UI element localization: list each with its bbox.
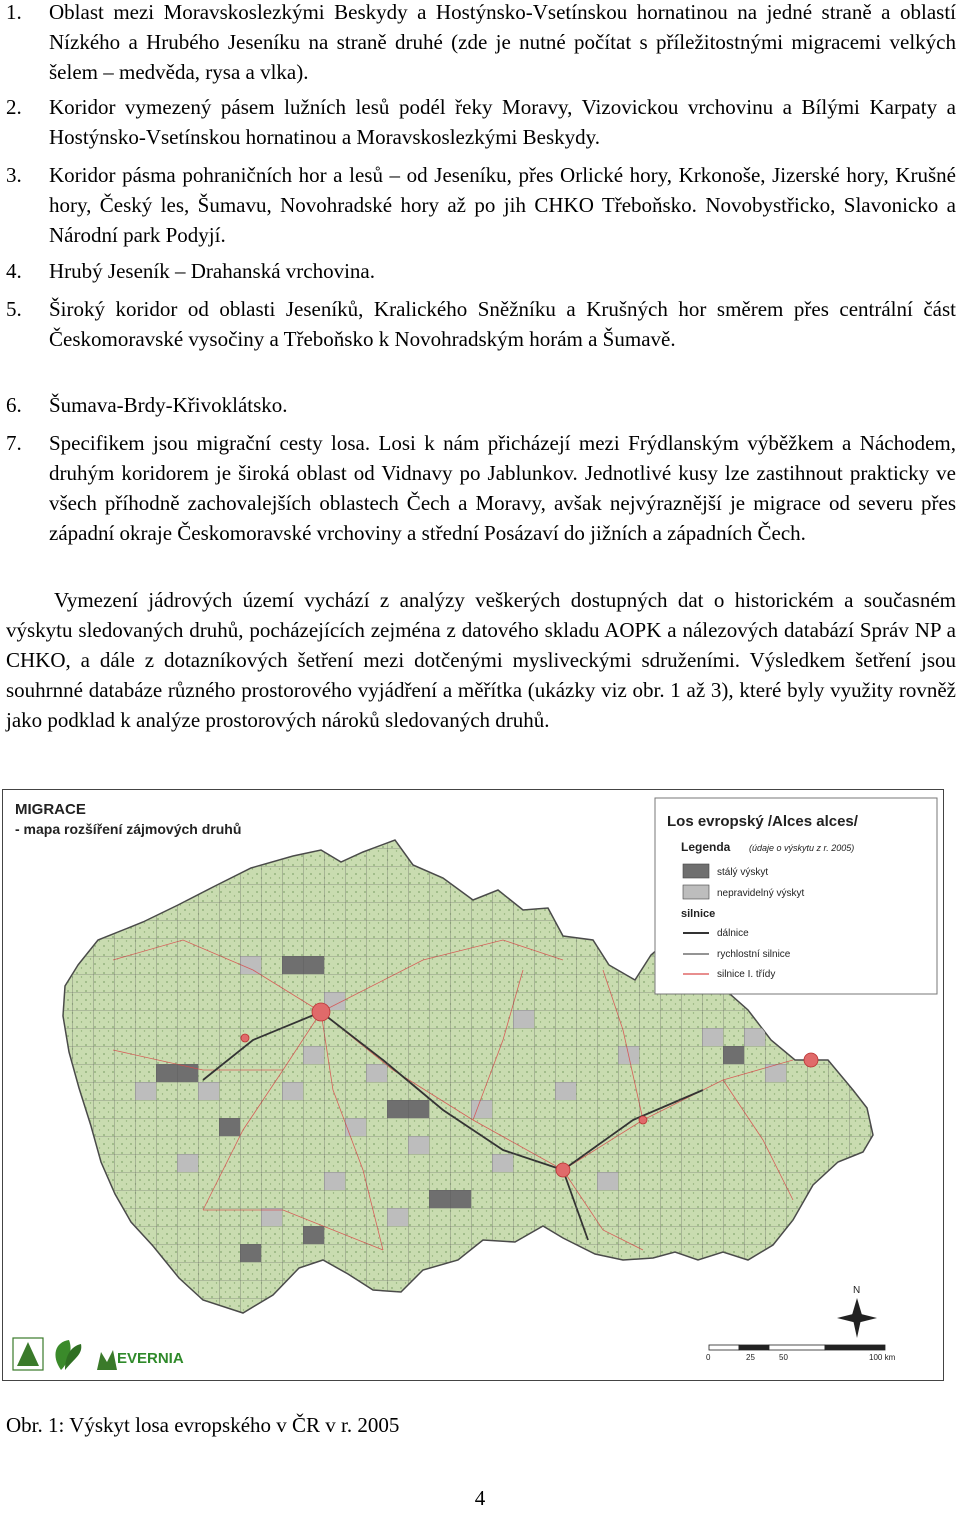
body-paragraph: Vymezení jádrových území vychází z analýzy veškerých dostupných dat o historickém a současném výskytu sledovaných druhů, pocházejících zejména z datového skladu AOPK a nálezových databází Správ NP a CHKO, a dále z dotazníkových šetření mezi dotčenými mysliveckými sdruženími. Výsledkem šetření jsou souhrnné databáze různého prostorového vyjádření a měřítka (ukázky viz obr. 1 až 3), které byly využity rovněž jako podklad k analýze prostorových nároků sledovaných druhů.	[6, 588, 956, 732]
legend-label-first-class: silnice I. třídy	[717, 969, 776, 980]
list-item	[6, 92, 956, 152]
figure-caption: Obr. 1: Výskyt losa evropského v ČR v r. 2005	[6, 1413, 400, 1437]
list-text: Hrubý Jeseník – Drahanská vrchovina.	[49, 259, 375, 283]
legend-roads-heading: silnice	[681, 908, 716, 920]
svg-text:- mapa rozšíření zájmových dru: - mapa rozšíření zájmových druhů	[15, 821, 242, 837]
list-number: 4.	[6, 259, 22, 283]
list-number: 5.	[6, 297, 22, 321]
list-text: Široký koridor od oblasti Jeseníků, Kralického Sněžníku a Krušných hor směrem přes centrální část Českomoravské vysočiny a Třeboňsko k Novohradským horám a Šumavě.	[49, 297, 956, 351]
map-title	[15, 801, 241, 837]
legend-label-irregular: nepravidelný výskyt	[717, 888, 805, 899]
legend-swatch-irregular	[683, 885, 709, 899]
page-number: 4	[474, 1486, 486, 1510]
evernia-logo-icon	[97, 1350, 184, 1370]
leaf-logo-icon	[55, 1340, 81, 1370]
list-number: 6.	[6, 393, 22, 417]
partner-logos	[13, 1338, 184, 1370]
legend-label-motorway: dálnice	[717, 928, 749, 939]
aopk-logo-icon	[13, 1338, 43, 1370]
map-svg	[3, 790, 943, 1380]
list-number: 2.	[6, 95, 22, 119]
svg-text:0: 0	[706, 1353, 711, 1362]
svg-text:50: 50	[779, 1353, 788, 1362]
legend-swatch-permanent	[683, 864, 709, 878]
legend-note: (údaje o výskytu z r. 2005)	[749, 843, 855, 853]
list-item	[6, 390, 956, 420]
list-number: 7.	[6, 431, 22, 455]
list-text: Specifikem jsou migrační cesty losa. Losi k nám přicházejí mezi Frýdlanským výběžkem a Náchodem, druhým koridorem je široká oblast od Vidnavy po Jablunkov. Jednotlivé kusy lze zastihnout prakticky ve všech příhodně zachovalejších oblastech Čech a Moravy, avšak nejvýraznější je migrace od severu přes západní okraje Českomoravské vrchoviny a střední Posázaví do jižních a západních Čech.	[49, 431, 956, 545]
list-item	[6, 160, 956, 250]
svg-text:25: 25	[746, 1353, 755, 1362]
list-item	[6, 256, 956, 286]
list-text: Šumava-Brdy-Křivoklátsko.	[49, 393, 288, 417]
list-item	[6, 428, 956, 548]
list-text: Oblast mezi Moravskoslezkými Beskydy a Hostýnsko-Vsetínskou hornatinou na jedné straně a oblastí Nízkého a Hrubého Jeseníku na straně druhé (zde je nutné počítat s příležitostnými migracemi velkých šelem – medvěda, rysa a vlka).	[49, 0, 956, 84]
list-text: Koridor pásma pohraničních hor a lesů – od Jeseníku, přes Orlické hory, Krkonoše, Jizerské hory, Krušné hory, Český les, Šumavu, Novohradské hory až po jih CHKO Třeboňsko. Novobystřicko, Slavonicko a Národní park Podyjí.	[49, 163, 956, 247]
legend-box	[655, 798, 937, 994]
list-item	[6, 0, 956, 87]
legend-label-expressway: rychlostní silnice	[717, 949, 791, 960]
legend-title: Legenda	[681, 840, 731, 854]
list-number: 1.	[6, 0, 22, 24]
map-figure	[2, 789, 944, 1381]
svg-text:100 km: 100 km	[869, 1353, 896, 1362]
north-arrow-icon	[837, 1285, 877, 1338]
scale-bar	[706, 1345, 896, 1362]
species-title: Los evropský /Alces alces/	[667, 813, 858, 830]
list-number: 3.	[6, 163, 22, 187]
svg-text:MIGRACE: MIGRACE	[15, 801, 86, 818]
legend-label-permanent: stálý výskyt	[717, 867, 769, 878]
list-item	[6, 294, 956, 354]
svg-text:EVERNIA: EVERNIA	[117, 1350, 184, 1367]
svg-text:N: N	[853, 1285, 861, 1296]
list-text: Koridor vymezený pásem lužních lesů podél řeky Moravy, Vizovickou vrchovinu a Bílými Karpaty a Hostýnsko-Vsetínskou hornatinou a Moravskoslezkými Beskydy.	[49, 95, 956, 149]
